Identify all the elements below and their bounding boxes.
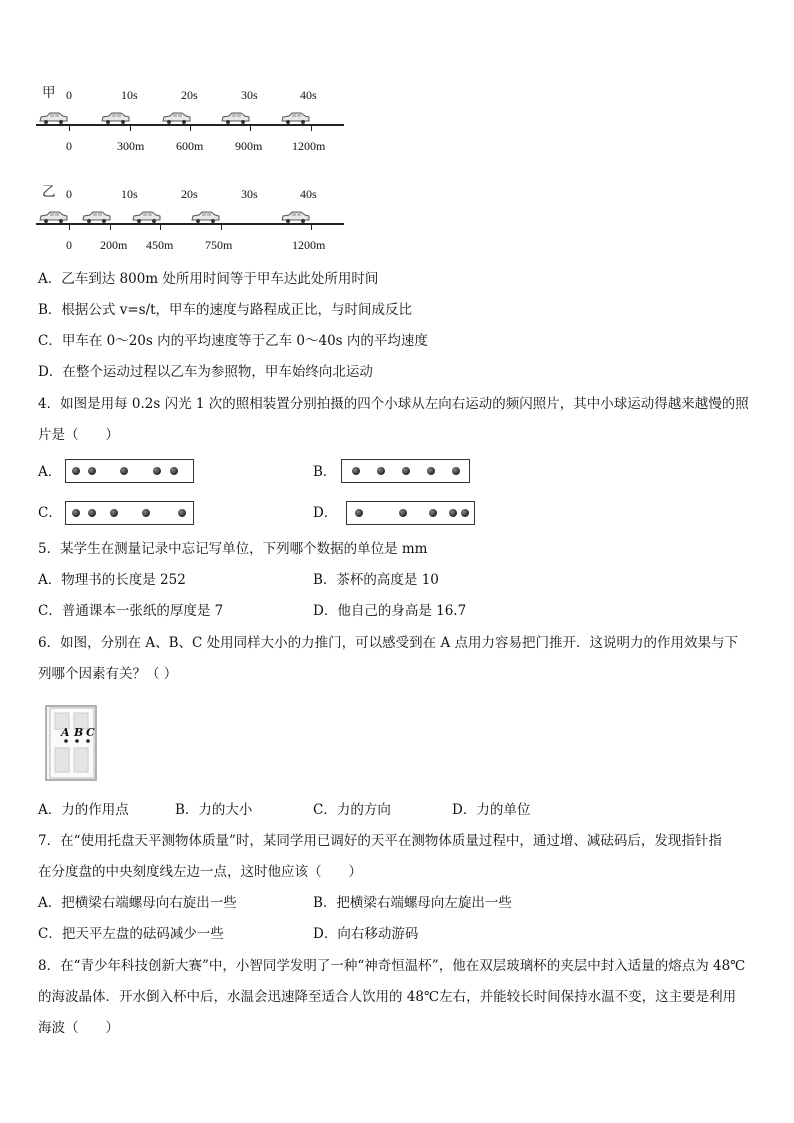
q6-option-b: B．力的大小 [175, 802, 253, 818]
jia-dist-4: 1200m [292, 139, 326, 153]
yi-label: 乙 [42, 184, 56, 200]
car-icon [161, 112, 191, 124]
strobe-photo-b [341, 459, 470, 483]
q4-label-d: D． [313, 505, 338, 521]
q4-stem-line1: 4．如图是用每 0.2s 闪光 1 次的照相装置分别拍摄的四个小球从左向右运动的频闪照片，其中小球运动得越来越慢的照 [38, 396, 749, 412]
car-icon [280, 211, 310, 223]
yi-time-1: 10s [121, 187, 138, 201]
q6-stem-line2: 列哪个因素有关？（ ） [38, 666, 178, 682]
door-label-b: B [74, 726, 84, 739]
ball [88, 509, 96, 517]
ball [402, 467, 410, 475]
jia-time-0: 0 [66, 88, 72, 102]
q6-option-c: C．力的方向 [313, 802, 391, 818]
q7-option-d: D．向右移动游码 [313, 926, 419, 942]
yi-dist-4: 1200m [292, 238, 326, 252]
jia-dist-0: 0 [66, 139, 72, 153]
ball [142, 509, 150, 517]
ball [178, 509, 186, 517]
ball [72, 509, 80, 517]
q8-stem-line3: 海波（ ） [38, 1020, 119, 1036]
ball [153, 467, 161, 475]
ball [452, 467, 460, 475]
yi-track [36, 223, 344, 225]
q5-stem: 5．某学生在测量记录中忘记写单位，下列哪个数据的单位是 mm [38, 541, 428, 557]
door-label-a: A [61, 726, 70, 739]
jia-dist-2: 600m [176, 139, 204, 153]
q6-option-d: D．力的单位 [452, 802, 531, 818]
tick [160, 223, 161, 230]
yi-dist-3: 750m [205, 238, 233, 252]
car-icon [100, 112, 130, 124]
jia-dist-3: 900m [235, 139, 263, 153]
car-icon [38, 112, 68, 124]
q5-option-d: D．他自己的身高是 16.7 [313, 603, 467, 619]
yi-time-4: 40s [300, 187, 317, 201]
q5-option-b: B．茶杯的高度是 10 [313, 572, 439, 588]
q4-label-b: B． [313, 464, 337, 480]
tick [69, 223, 70, 230]
car-icon [38, 211, 68, 223]
ball [399, 509, 407, 517]
ball [377, 467, 385, 475]
car-icon [220, 112, 250, 124]
ball [88, 467, 96, 475]
tick [221, 223, 222, 230]
q4-label-c: C． [38, 505, 62, 521]
ball [110, 509, 118, 517]
car-icon [190, 211, 220, 223]
ball [120, 467, 128, 475]
ball [427, 467, 435, 475]
jia-time-2: 20s [181, 88, 198, 102]
car-icon [81, 211, 111, 223]
q7-option-a: A．把横梁右端螺母向右旋出一些 [38, 895, 237, 911]
ball [449, 509, 457, 517]
strobe-photo-d [346, 501, 475, 525]
q7-option-b: B．把横梁右端螺母向左旋出一些 [313, 895, 512, 911]
yi-time-2: 20s [181, 187, 198, 201]
ball [170, 467, 178, 475]
q3-option-c: C．甲车在 0～20s 内的平均速度等于乙车 0～40s 内的平均速度 [38, 333, 428, 349]
jia-time-3: 30s [241, 88, 258, 102]
ball [429, 509, 437, 517]
tick [311, 223, 312, 230]
tick [110, 223, 111, 230]
q4-stem-line2: 片是（ ） [38, 427, 119, 443]
yi-time-0: 0 [66, 187, 72, 201]
jia-dist-1: 300m [117, 139, 145, 153]
q5-option-c: C．普通课本一张纸的厚度是 7 [38, 603, 224, 619]
door-figure [44, 704, 99, 782]
yi-dist-1: 200m [100, 238, 128, 252]
tick [190, 124, 191, 131]
q8-stem-line1: 8．在“青少年科技创新大赛”中，小智同学发明了一种“神奇恒温杯”，他在双层玻璃杯的夹层中封入适量的熔点为 48℃ [38, 958, 746, 974]
tick [130, 124, 131, 131]
tick [311, 124, 312, 131]
ball [352, 467, 360, 475]
q3-option-b: B．根据公式 v=s/t，甲车的速度与路程成正比，与时间成反比 [38, 302, 413, 318]
yi-dist-2: 450m [146, 238, 174, 252]
car-icon [280, 112, 310, 124]
door-label-c: C [86, 726, 95, 739]
car-icon [131, 211, 161, 223]
jia-time-4: 40s [300, 88, 317, 102]
q6-option-a: A．力的作用点 [38, 802, 129, 818]
q7-stem-line2: 在分度盘的中央刻度线左边一点，这时他应该（ ） [38, 864, 362, 880]
q3-option-a: A．乙车到达 800m 处所用时间等于甲车达此处所用时间 [38, 271, 379, 287]
strobe-photo-a [65, 459, 194, 483]
q3-option-d: D．在整个运动过程以乙车为参照物，甲车始终向北运动 [38, 364, 373, 380]
strobe-photo-c [65, 501, 194, 525]
tick [250, 124, 251, 131]
tick [69, 124, 70, 131]
q8-stem-line2: 的海波晶体．开水倒入杯中后，水温会迅速降至适合人饮用的 48℃左右，并能较长时间保持水温不变，这主要是利用 [38, 989, 737, 1005]
q6-stem-line1: 6．如图，分别在 A、B、C 处用同样大小的力推门，可以感受到在 A 点用力容易把门推开．这说明力的作用效果与下 [38, 635, 739, 651]
door-icon [44, 704, 99, 782]
q7-option-c: C．把天平左盘的砝码减少一些 [38, 926, 224, 942]
ball [72, 467, 80, 475]
q5-option-a: A．物理书的长度是 252 [38, 572, 186, 588]
ball [461, 509, 469, 517]
yi-dist-0: 0 [66, 238, 72, 252]
jia-label: 甲 [42, 85, 56, 101]
yi-time-3: 30s [241, 187, 258, 201]
q4-label-a: A． [38, 464, 62, 480]
ball [355, 509, 363, 517]
q7-stem-line1: 7．在“使用托盘天平测物体质量”时，某同学用已调好的天平在测物体质量过程中，通过增、减砝码后，发现指针指 [38, 833, 722, 849]
jia-time-1: 10s [121, 88, 138, 102]
